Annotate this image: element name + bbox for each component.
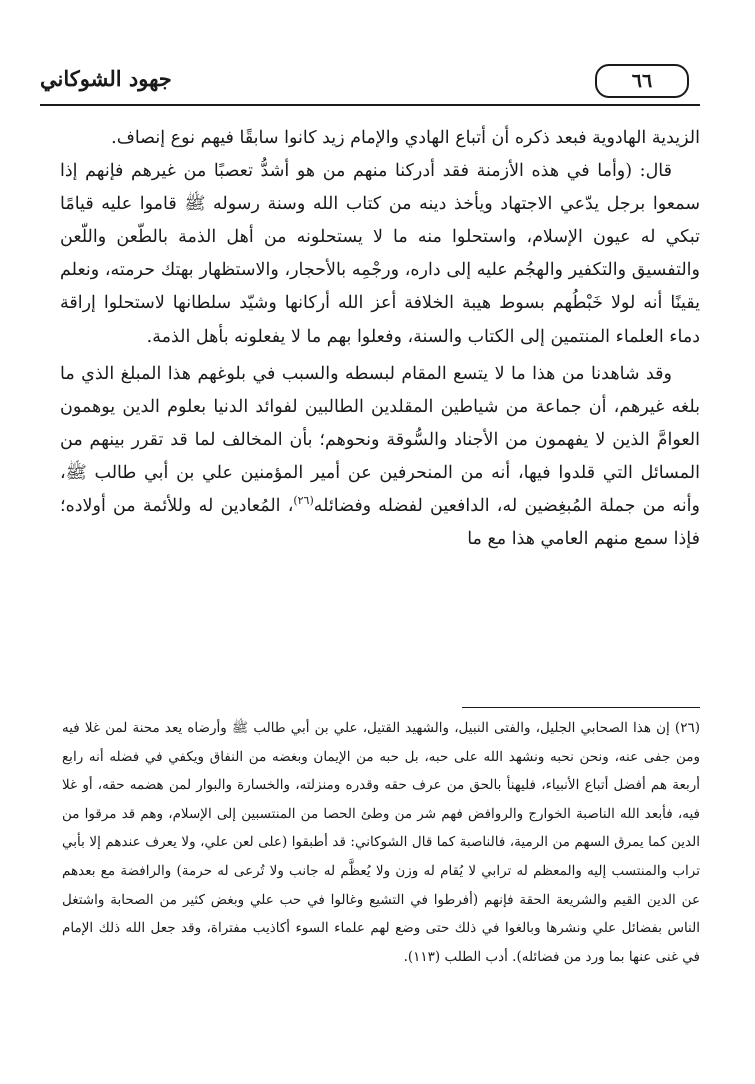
footnote-reference[interactable]: (٢٦) — [293, 494, 314, 508]
footnote-text: (٢٦) إن هذا الصحابي الجليل، والفتى النبيل، والشهيد القتيل، علي بن أبي طالب ﷺ وأرضاه يعد محنة لمن غلا فيه ومن جفى عنه، ونحن نحبه ونشهد الله على حبه، بل حبه من الإيمان وبغضه من النفاق ويكفي في فضله أنه رابع أربعة هم أفضل أتباع الأنبياء، فليهنأ بالحق من عرف حقه وقدره ومنزلته، والخسارة والبوار لمن هضمه حقه، أو غلا فيه، فأبعد الله الناصبة الخوارج والروافض فهم شر من وطئ الحصا من المنتسبين إلى الإسلام، وهم قد مرقوا من الدين كما يمرق السهم من الرمية، فالناصبة كما قال الشوكاني: قد أطبقوا (على لعن علي، ولا يعرف عندهم إلا بأبي تراب والمنتسب إليه والمعظم له ترابي لا يُقام له وزن ولا يُعظَّم له جانب ولا تُرعى له حرمة) والرافضة مع بعدهم عن الدين القيم والشريعة الحقة فإنهم (أفرطوا في التشيع وغالوا في حب علي وبغض كثير من الصحابة واشتغل الناس بفضائل علي ونشرها وبالغوا في ذلك حتى وضع لهم علماء السوء أكاذيب مفتراة، وقد جعل الله ذلك الإمام في غنى عنها بما ورد من فضائله). أدب الطلب (١١٣). — [62, 720, 700, 965]
page-number: ٦٦ — [595, 64, 689, 98]
header-divider — [40, 104, 700, 106]
main-text — [60, 122, 700, 556]
footnote — [62, 714, 700, 971]
paragraph — [60, 358, 700, 557]
paragraph-text: ، المُعادين له وللأئمة من أولاده؛ فإذا سمع منهم العامي هذا مع ما — [60, 496, 700, 550]
paragraph: قال: (وأما في هذه الأزمنة فقد أدركنا منهم من هو أشدُّ تعصبًا من غيرهم فإنهم إذا سمعوا برجل يدّعي الاجتهاد ويأخذ دينه من كتاب الله وسنة رسوله ﷺ قاموا عليه قيامًا تبكي له عيون الإسلام، واستحلوا منه ما لا يستحلونه من أهل الذمة بالطّعن واللّعن والتفسيق والتكفير والهجُم عليه إلى داره، ورجْمِه بالأحجار، والاستظهار بهتك حرمته، ونعلم يقينًا أنه لولا خَبْطُهم بسوط هيبة الخلافة أعز الله أركانها وشيّد سلطانها لاستحلوا إراقة دماء العلماء المنتمين إلى الكتاب والسنة، وفعلوا بهم ما لا يفعلونه بأهل الذمة. — [60, 161, 700, 347]
page-header — [40, 58, 700, 110]
footnote-divider — [462, 707, 700, 708]
running-title: جهود الشوكاني — [40, 66, 172, 91]
paragraph: الزيدية الهادوية فبعد ذكره أن أتباع الهادي والإمام زيد كانوا سابقًا فيهم نوع إنصاف. — [111, 128, 700, 148]
paragraph-text: وقد شاهدنا من هذا ما لا يتسع المقام لبسطه والسبب في بلوغهم هذا المبلغ الذي ما بلغه غيرهم، أن جماعة من شياطين المقلدين الطالبين لفوائد الدنيا بعلوم الدين يوهمون العوامَّ الذين لا يفهمون من الأجناد والسُّوقة ونحوهم؛ بأن المخالف لما قد تقرر بينهم من المسائل التي قلدوا فيها، أنه من المنحرفين عن أمير المؤمنين علي بن أبي طالب ﷺ، وأنه من جملة المُبغِضين له، الدافعين لفضله وفضائله — [60, 363, 700, 517]
